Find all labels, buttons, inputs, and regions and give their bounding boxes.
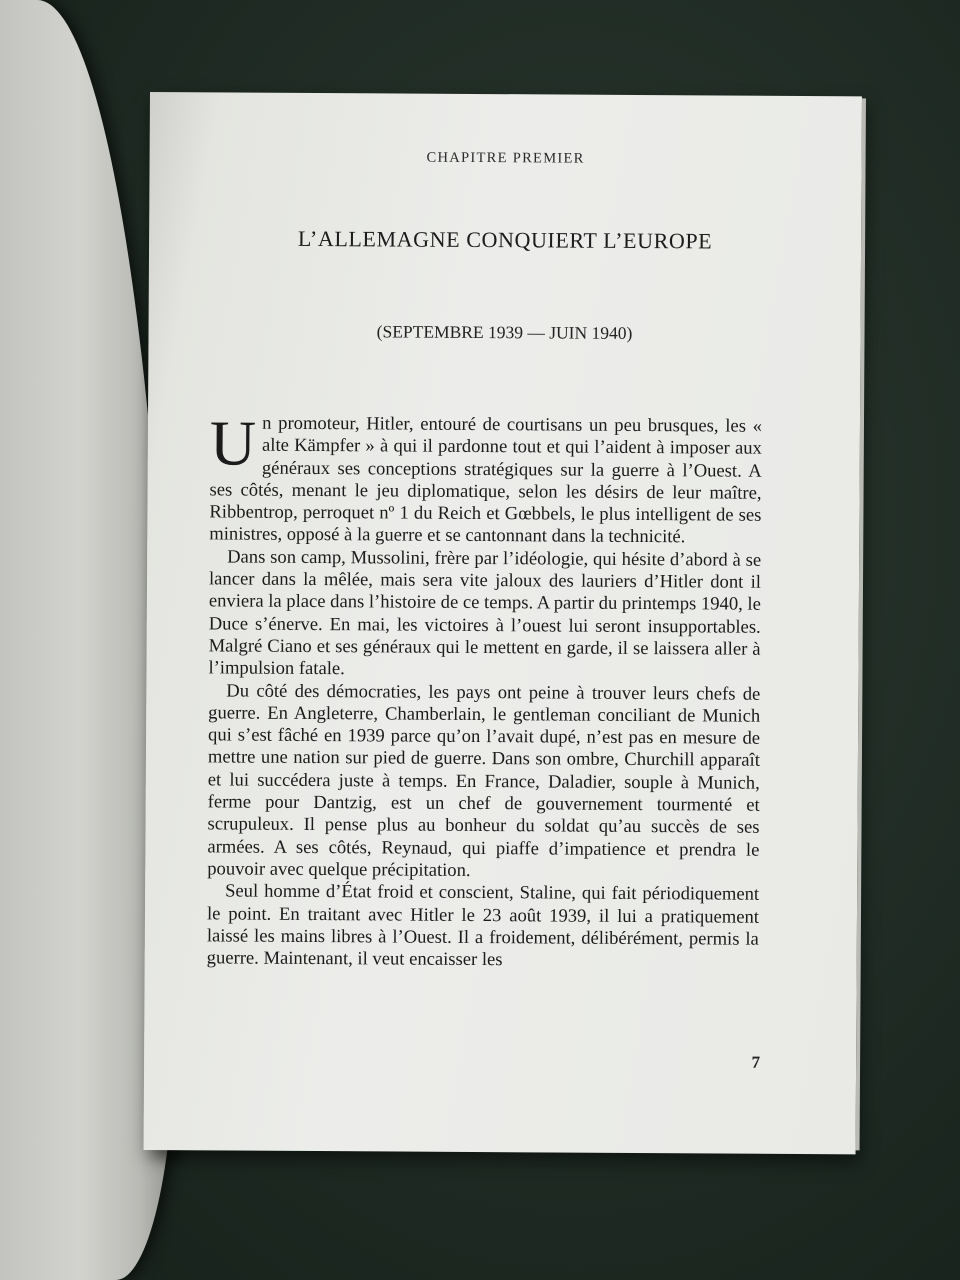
paragraph-1-text: n promoteur, Hitler, entouré de courtisans un peu brusques, les « alte Kämpfer » à qui il pardonne tout et qui l’aident à imposer aux généraux ses conceptions stratégiques sur la guerre à l’Ouest. A ses côtés, menant le jeu diplomatique, selon les désirs de leur maître, Ribbentrop, perroquet nº 1 du Reich et Gœbbels, le plus intelligent de ses ministres, opposé à la guerre et se cantonnant dans la technicité. — [209, 412, 763, 548]
body-text — [206, 407, 763, 973]
running-head: CHAPITRE PREMIER — [426, 149, 585, 167]
book-page — [144, 92, 862, 1154]
page-number: 7 — [751, 1052, 761, 1072]
chapter-dates: (SEPTEMBRE 1939 — JUIN 1940) — [376, 321, 633, 343]
page-edge — [856, 98, 866, 1150]
chapter-title: L’ALLEMAGNE CONQUIERT L’EUROPE — [297, 225, 713, 254]
paragraph-2: Dans son camp, Mussolini, frère par l’idéologie, qui hésite d’abord à se lancer dans la mêlée, mais sera vite jaloux des lauriers d’Hitler dont il enviera la place dans l’histoire de ce temps. A partir du printemps 1940, le Duce s’énerve. En mai, les victoires à l’ouest lui seront insupportables. Malgré Ciano et ses généraux qui le mettent en garde, il se laissera aller à l’impulsion fatale. — [208, 546, 762, 680]
paragraph-3: Du côté des démocraties, les pays ont peine à trouver leurs chefs de guerre. En Angleterre, Chamberlain, le gentleman conciliant de Munich qui s’est fâché en 1939 parce qu’on l’avait dupé, n’est pas en mesure de mettre une nation sur pied de guerre. Dans son ombre, Churchill apparaît et lui succédera juste à temps. En France, Daladier, souple à Munich, ferme pour Dantzig, est un chef de gouvernement tourmenté et scrupuleux. Il pense plus au bonheur du soldat qu’au succès de ses armées. A ses côtés, Reynaud, qui piaffe d’impatience et prendra le pouvoir avec quelque précipitation. — [207, 680, 761, 881]
paragraph-1 — [209, 407, 763, 549]
paragraph-4: Seul homme d’État froid et conscient, Staline, qui fait périodiquement le point. En traitant avec Hitler le 23 août 1939, il lui a pratiquement laissé les mains libres à l’Ouest. Il a froidement, délibérément, permis la guerre. Maintenant, il veut encaisser les — [206, 880, 760, 971]
drop-cap: U — [209, 407, 257, 479]
